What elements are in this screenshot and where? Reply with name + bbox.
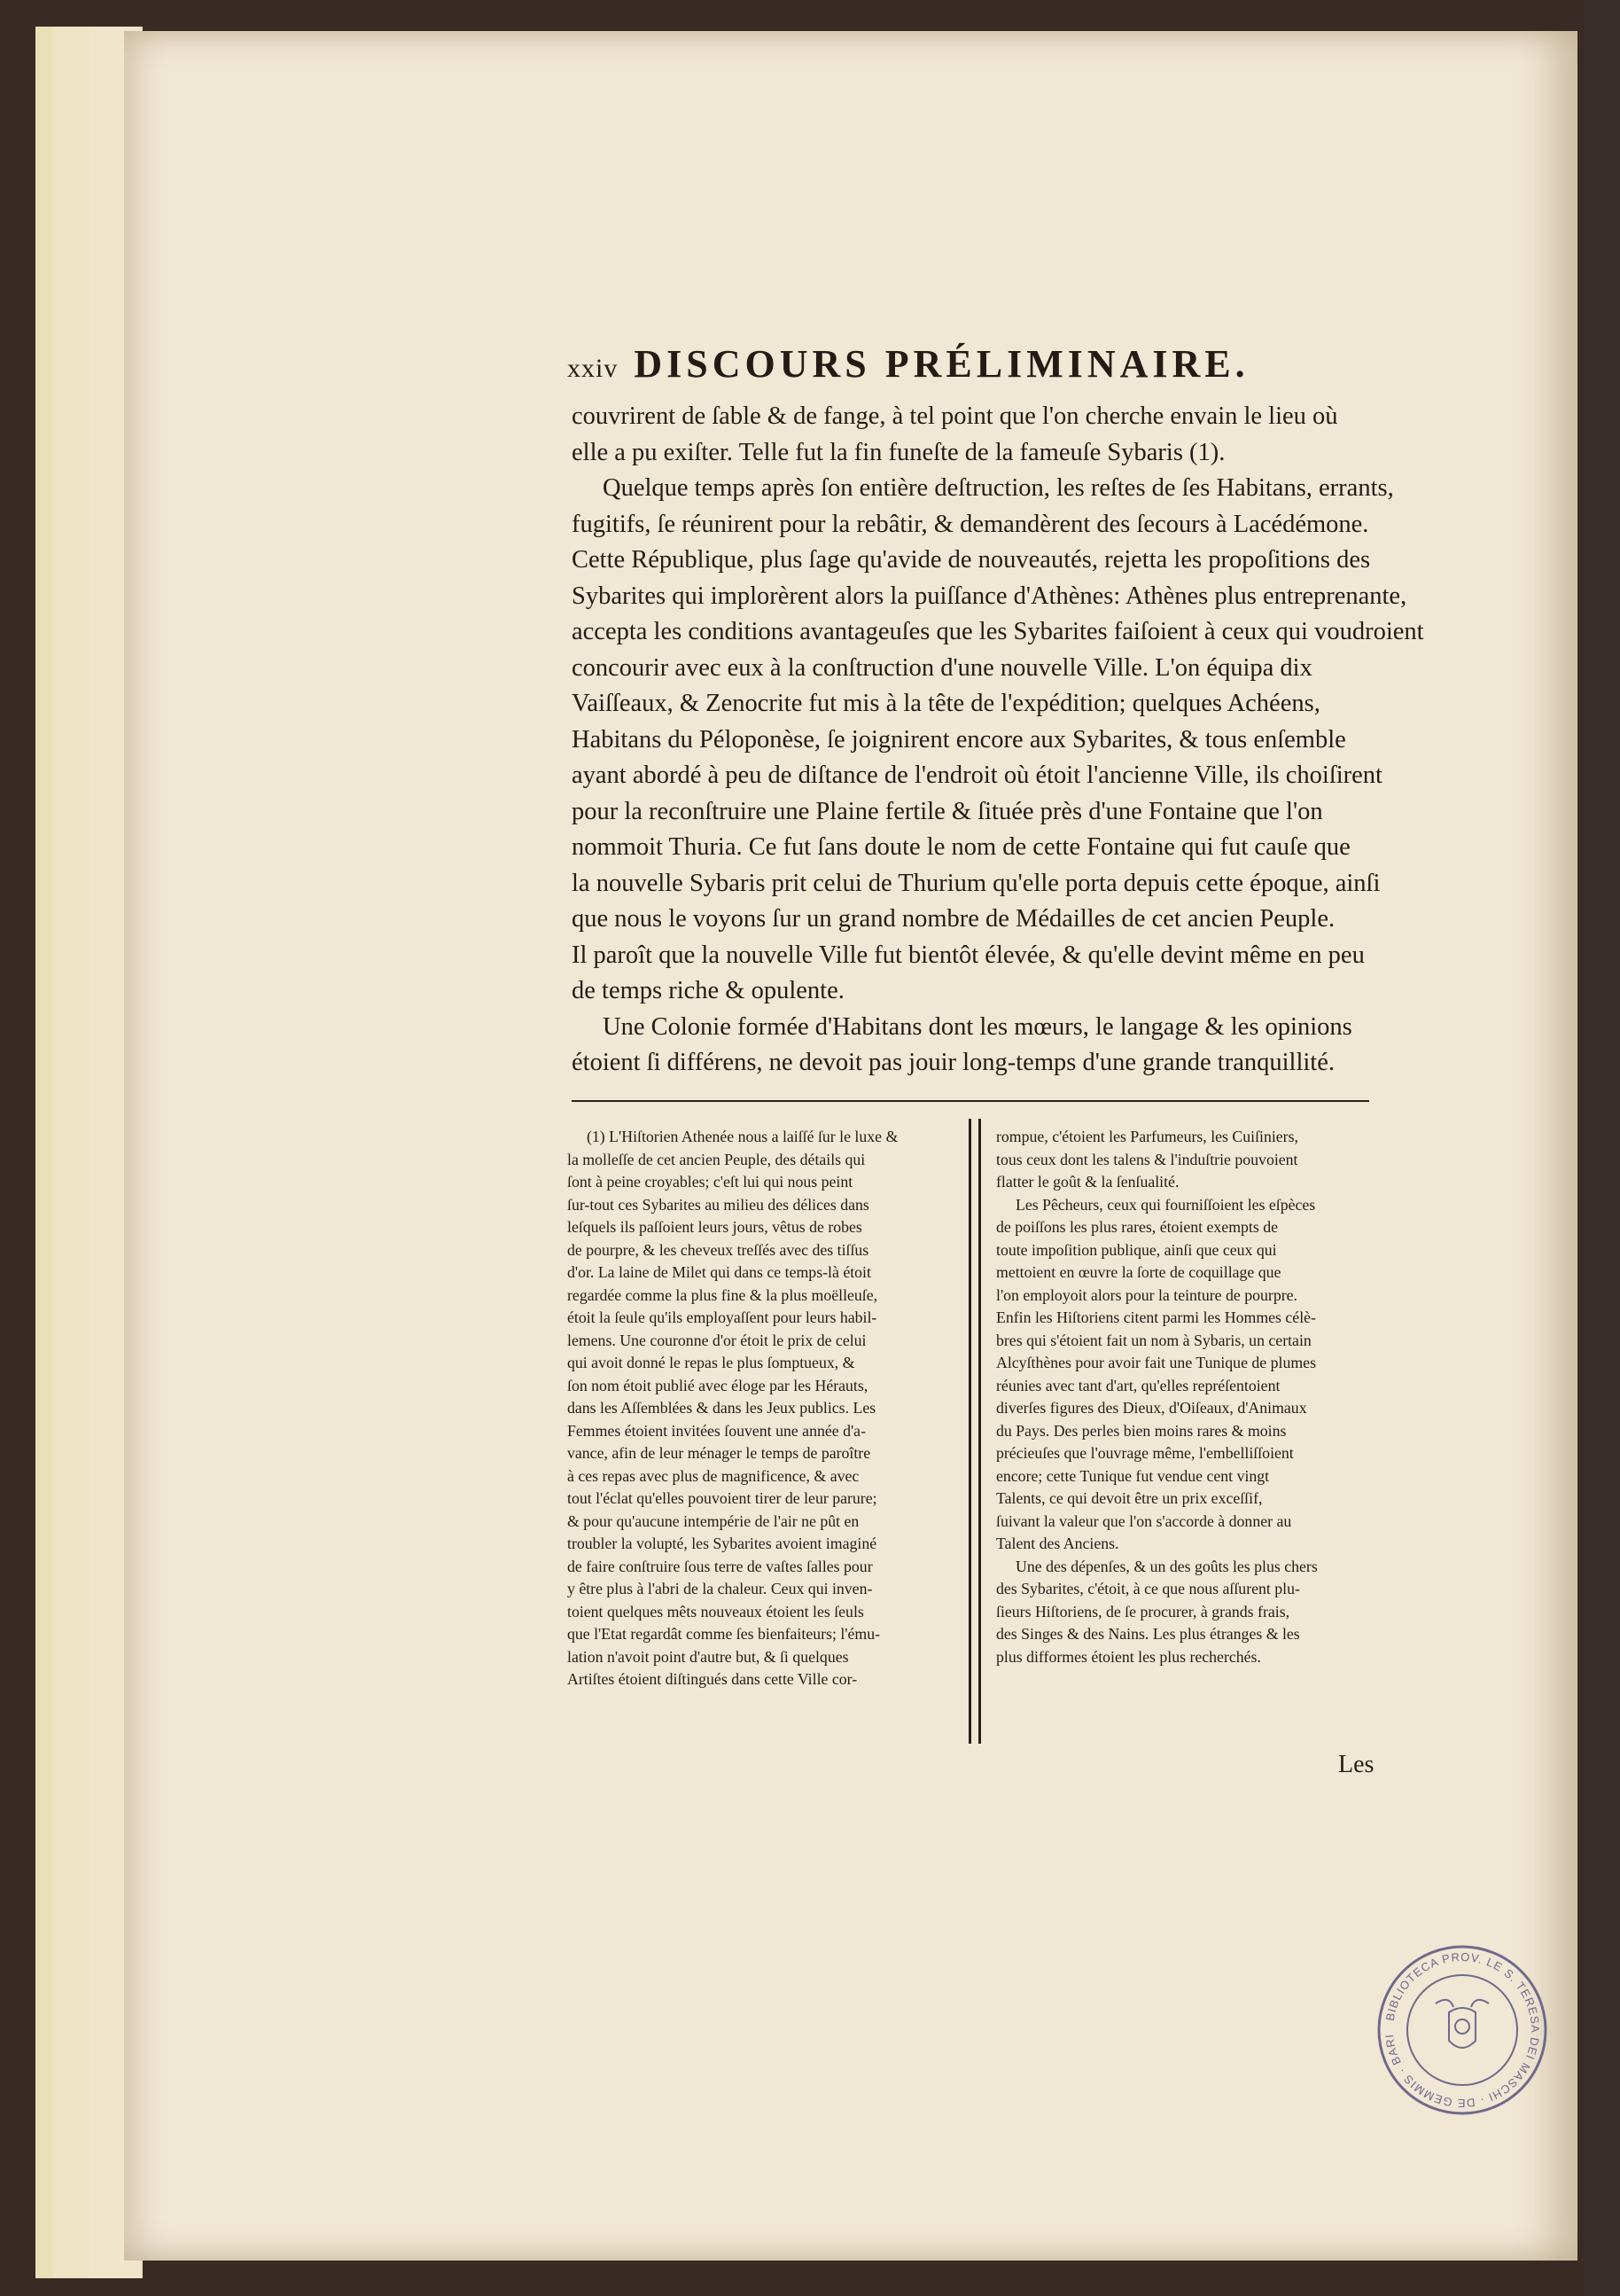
footnote-line: étoit la ſeule qu'ils employaſſent pour leurs habil-: [567, 1308, 877, 1326]
footnote-line: du Pays. Des perles bien moins rares & moins: [996, 1421, 1287, 1440]
footnote-line: réunies avec tant d'art, qu'elles repréſentoient: [996, 1376, 1281, 1394]
footnote-line: troubler la volupté, les Sybarites avoient imaginé: [567, 1535, 877, 1552]
text-line: la nouvelle Sybaris prit celui de Thurium qu'elle porta depuis cette époque, ainſi: [572, 869, 1381, 897]
footnote-line: la molleſſe de cet ancien Peuple, des détails qui: [567, 1150, 866, 1168]
footnote-line: Alcyſthènes pour avoir fait une Tunique de plumes: [996, 1354, 1316, 1371]
text-line: elle a pu exiſter. Telle fut la fin funeſte de la fameuſe Sybaris (1).: [572, 438, 1226, 466]
text-line: nommoit Thuria. Ce fut ſans doute le nom de cette Fontaine qui fut cauſe que: [572, 833, 1351, 861]
footnote-line: Enfin les Hiſtoriens citent parmi les Hommes célè-: [996, 1308, 1316, 1326]
footnote-line: toient quelques mêts nouveaux étoient les ſeuls: [567, 1602, 864, 1620]
footnote-line: Artiſtes étoient diſtingués dans cette Ville cor-: [567, 1670, 858, 1688]
footnote-line: & pour qu'aucune intempérie de l'air ne pût en: [567, 1511, 860, 1530]
footnote-line: encore; cette Tunique fut vendue cent vingt: [996, 1466, 1270, 1485]
text-line: Quelque temps après ſon entière deſtruction, les reſtes de ſes Habitans, errants,: [603, 474, 1394, 502]
footnote-line: bres qui s'étoient fait un nom à Sybaris, un certain: [996, 1331, 1312, 1349]
text-line: que nous le voyons ſur un grand nombre de Médailles de cet ancien Peuple.: [572, 905, 1336, 933]
footnote-line: lation n'avoit point d'autre but, & ſi quelques: [567, 1647, 849, 1666]
footnote-line: ſon nom étoit publié avec éloge par les Hérauts,: [567, 1376, 868, 1394]
text-line: Vaiſſeaux, & Zenocrite fut mis à la tête de l'expédition; quelques Achéens,: [572, 690, 1320, 717]
footnote-column-right: [996, 1126, 1386, 1668]
footnote-line: lemens. Une couronne d'or étoit le prix de celui: [567, 1331, 867, 1349]
text-line: pour la reconſtruire une Plaine fertile & ſituée près d'une Fontaine que l'on: [572, 797, 1323, 825]
footnote-line: tous ceux dont les talens & l'induſtrie pouvoient: [996, 1150, 1298, 1168]
text-line: étoient ſi différens, ne devoit pas jouir long-temps d'une grande tranquillité.: [572, 1049, 1335, 1076]
footnote-line: précieuſes que l'ouvrage même, l'embelliſſoient: [996, 1444, 1294, 1462]
text-line: Habitans du Péloponèse, ſe joignirent encore aux Sybarites, & tous enſemble: [572, 725, 1346, 754]
footnote-line: des Singes & des Nains. Les plus étranges & les: [996, 1625, 1300, 1643]
footnote-line: (1) L'Hiſtorien Athenée nous a laiſſé ſur le luxe &: [587, 1128, 899, 1145]
footnote-line: Talent des Anciens.: [996, 1535, 1119, 1552]
footnote-line: Talents, ce qui devoit être un prix exceſſif,: [996, 1489, 1263, 1507]
library-stamp: [1374, 1941, 1551, 2119]
footnote-line: de faire conſtruire ſous terre de vaſtes ſalles pour: [567, 1557, 873, 1575]
footnote-line: tout l'éclat qu'elles pouvoient tirer de leur parure;: [567, 1489, 877, 1507]
footnote-line: dans les Aſſemblées & dans les Jeux publics. Les: [567, 1399, 876, 1417]
text-line: de temps riche & opulente.: [572, 977, 845, 1004]
page-header: [567, 341, 1365, 394]
footnote-line: Les Pêcheurs, ceux qui fourniſſoient les eſpèces: [1016, 1195, 1316, 1214]
footnote-line: mettoient en œuvre la ſorte de coquillage que: [996, 1263, 1281, 1281]
text-line: Une Colonie formée d'Habitans dont les mœurs, le langage & les opinions: [603, 1012, 1352, 1041]
text-line: Il paroît que la nouvelle Ville fut bientôt élevée, & qu'elle devint même en peu: [572, 941, 1365, 969]
text-line: fugitifs, ſe réunirent pour la rebâtir, & demandèrent des ſecours à Lacédémone.: [572, 510, 1369, 538]
footnote-line: regardée comme la plus fine & la plus moëlleuſe,: [567, 1285, 878, 1304]
footnote-line: rompue, c'étoient les Parfumeurs, les Cuiſiniers,: [996, 1128, 1298, 1145]
footnote-line: de pourpre, & les cheveux treſſés avec des tiſſus: [567, 1240, 869, 1259]
catchword: Les: [1338, 1751, 1375, 1778]
text-line: Sybarites qui implorèrent alors la puiſſance d'Athènes: Athènes plus entreprenante,: [572, 582, 1407, 610]
footnote-line: à ces repas avec plus de magnificence, & avec: [567, 1466, 860, 1485]
footnote-line: vance, afin de leur ménager le temps de paroître: [567, 1444, 871, 1462]
footnote-line: ſuivant la valeur que l'on s'accorde à donner au: [996, 1511, 1292, 1530]
footnote-column-left: [567, 1126, 957, 1691]
footnote-line: des Sybarites, c'étoit, à ce que nous aſſurent plu-: [996, 1580, 1300, 1597]
text-line: Cette République, plus ſage qu'avide de nouveautés, rejetta les propoſitions des: [572, 546, 1371, 574]
stamp-outer-ring: [1379, 1947, 1546, 2113]
stamp-inner-ring: [1407, 1975, 1517, 2085]
text-line: ayant abordé à peu de diſtance de l'endroit où étoit l'ancienne Ville, ils choiſirent: [572, 761, 1382, 789]
footnote-line: Une des dépenſes, & un des goûts les plus chers: [1016, 1557, 1318, 1575]
stamp-text-path: BIBLIOTECA PROV. LE S. TERESA DEI MASCHI · DE GEMMIS · BARI: [1382, 1949, 1543, 2111]
footnote-line: toute impoſition publique, ainſi que ceux qui: [996, 1240, 1277, 1259]
footnote-rule: [572, 1100, 1369, 1102]
main-text: [572, 399, 1424, 1082]
footnote-line: ſur-tout ces Sybarites au milieu des délices dans: [567, 1195, 869, 1214]
text-line: couvrirent de ſable & de fange, à tel point que l'on cherche envain le lieu où: [572, 402, 1338, 430]
footnote-line: qui avoit donné le repas le plus ſomptueux, &: [567, 1354, 855, 1371]
coat-of-arms-icon: [1436, 2000, 1489, 2048]
footnote-line: Femmes étoient invitées ſouvent une année d'a-: [567, 1421, 866, 1440]
footnote-line: y être plus à l'abri de la chaleur. Ceux qui inven-: [567, 1580, 873, 1597]
footnote-line: que l'Etat regardât comme ſes bienfaiteurs; l'ému-: [567, 1625, 881, 1643]
text-line: accepta les conditions avantageuſes que les Sybarites faiſoient à ceux qui voudroient: [572, 618, 1424, 645]
column-divider: [969, 1119, 981, 1744]
footnote-line: plus difformes étoient les plus recherchés.: [996, 1647, 1261, 1666]
footnote-line: leſquels ils paſſoient leurs jours, vêtus de robes: [567, 1218, 862, 1236]
footnote-line: ſieurs Hiſtoriens, de ſe procurer, à grands frais,: [996, 1602, 1290, 1620]
footnote-line: flatter le goût & la ſenſualité.: [996, 1173, 1180, 1191]
text-line: concourir avec eux à la conſtruction d'une nouvelle Ville. L'on équipa dix: [572, 653, 1312, 682]
running-head: DISCOURS PRÉLIMINAIRE.: [634, 342, 1250, 386]
footnote-line: ſont à peine croyables; c'eſt lui qui nous peint: [567, 1173, 853, 1191]
book-gutter: [1585, 0, 1620, 2296]
footnote-line: d'or. La laine de Milet qui dans ce temps-là étoit: [567, 1263, 871, 1281]
page-number: xxiv: [567, 354, 619, 383]
footnote-line: l'on employoit alors pour la teinture de pourpre.: [996, 1285, 1297, 1304]
footnote-line: de poiſſons les plus rares, étoient exempts de: [996, 1218, 1279, 1236]
footnote-line: diverſes figures des Dieux, d'Oiſeaux, d'Animaux: [996, 1399, 1307, 1417]
